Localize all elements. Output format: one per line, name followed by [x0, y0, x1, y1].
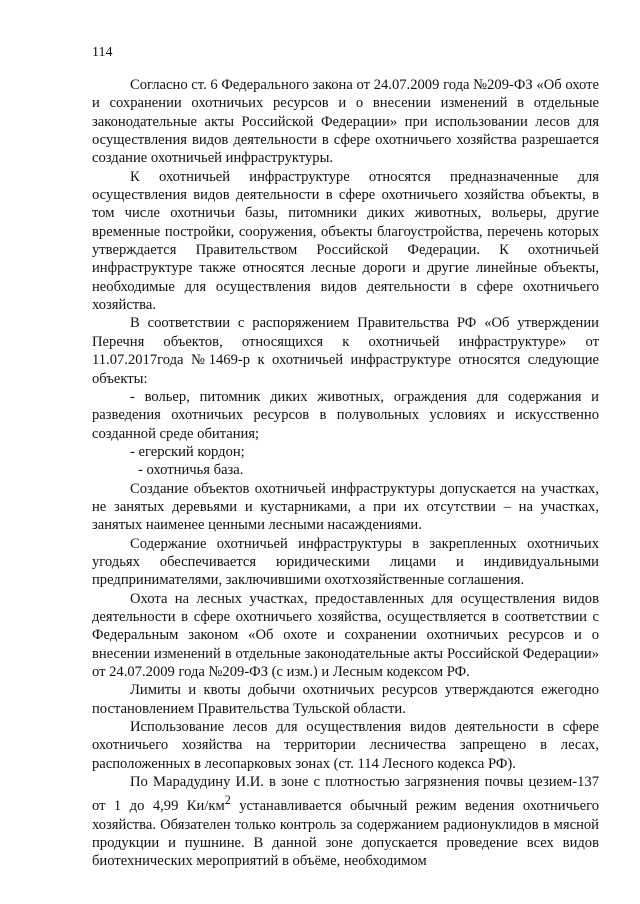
paragraph-creation-rules: Создание объектов охотничьей инфраструктуры допускается на участках, не занятых деревьями и кустарниками, а при их отсутствии – на участках, занятых наименее ценными лесными насаждениями. — [92, 480, 599, 534]
paragraph-limits-quotas: Лимиты и квоты добычи охотничьих ресурсов утверждаются ежегодно постановлением Правительства Тульской области. — [92, 682, 599, 717]
paragraph-government-order: В соответствии с распоряжением Правительства РФ «Об утверждении Перечня объектов, относящихся к охотничьей инфраструктуре» от 11.07.2017года №1469-р к охотничьей инфраструктуре относятся следующие объекты: — [92, 315, 599, 387]
paragraph-hunting-law: Согласно ст. 6 Федерального закона от 24.07.2009 года №209-ФЗ «Об охоте и сохранении охотничьих ресурсов и о внесении изменений в отдельные законодательные акты Российской Федерации» при использовании лесов для осуществления видов деятельности в сфере охотничьего хозяйства разрешается создание охотничьей инфраструктуры. — [92, 77, 599, 167]
paragraph-forest-park-ban: Использование лесов для осуществления видов деятельности в сфере охотничьего хозяйства на территории лесничества запрещено в лесах, расположенных в лесопарковых зонах (ст. 114 Лесного кодекса РФ). — [92, 719, 599, 772]
paragraph-infrastructure-definition: К охотничьей инфраструктуре относятся предназначенные для осуществления видов деятельности в сфере охотничьего хозяйства объекты, в том числе охотничьи базы, питомники диких животных, вольеры, другие временные постройки, сооружения, объекты благоустройства, перечень которых утверждается Правительством Российской Федерации. К охотничьей инфраструктуре также относятся лесные дороги и другие линейные объекты, необходимые для осуществления видов деятельности в сфере охотничьего хозяйства. — [92, 168, 599, 314]
paragraph-hunting-on-plots: Охота на лесных участках, предоставленных для осуществления видов деятельности в сфере охотничьего хозяйства, осуществляется в соответствии с Федеральным законом «Об охоте и сохранении охотничьих ресурсов и о внесении изменений в отдельные законодательные акты Российской Федерации» от 24.07.2009 года №209-ФЗ (с изм.) и Лесным кодексом РФ. — [92, 590, 599, 680]
document-body — [92, 76, 599, 871]
list-item-enclosure: - вольер, питомник диких животных, ограждения для содержания и разведения охотничьих ресурсов в полувольных условиях и искусственно созданной среде обитания; — [92, 388, 599, 442]
paragraph-maintenance: Содержание охотничьей инфраструктуры в закрепленных охотничьих угодьях обеспечивается юридическими лицами и индивидуальными предпринимателями, заключившими охотхозяйственные соглашения. — [92, 535, 599, 589]
list-item-ranger-post: - егерский кордон; — [130, 443, 245, 460]
page-number: 114 — [92, 45, 113, 60]
superscript-exponent: 2 — [224, 793, 231, 808]
paragraph-radiation-zone — [92, 773, 599, 871]
radiation-text-end: устанавливается обычный режим ведения охотничьего хозяйства. Обязателен только контроль за содержанием радионуклидов в мясной продукции и пушнине. В данной зоне допускается проведение всех видов биотехнических мероприятий в объёме, необходимом — [92, 798, 599, 870]
list-item-hunting-base: - охотничья база. — [138, 462, 244, 479]
radiation-text-start: По Марадудину И.И. в зоне с плотностью загрязнения почвы цезием-137 от 1 до 4,99 Ки/км — [92, 774, 599, 815]
